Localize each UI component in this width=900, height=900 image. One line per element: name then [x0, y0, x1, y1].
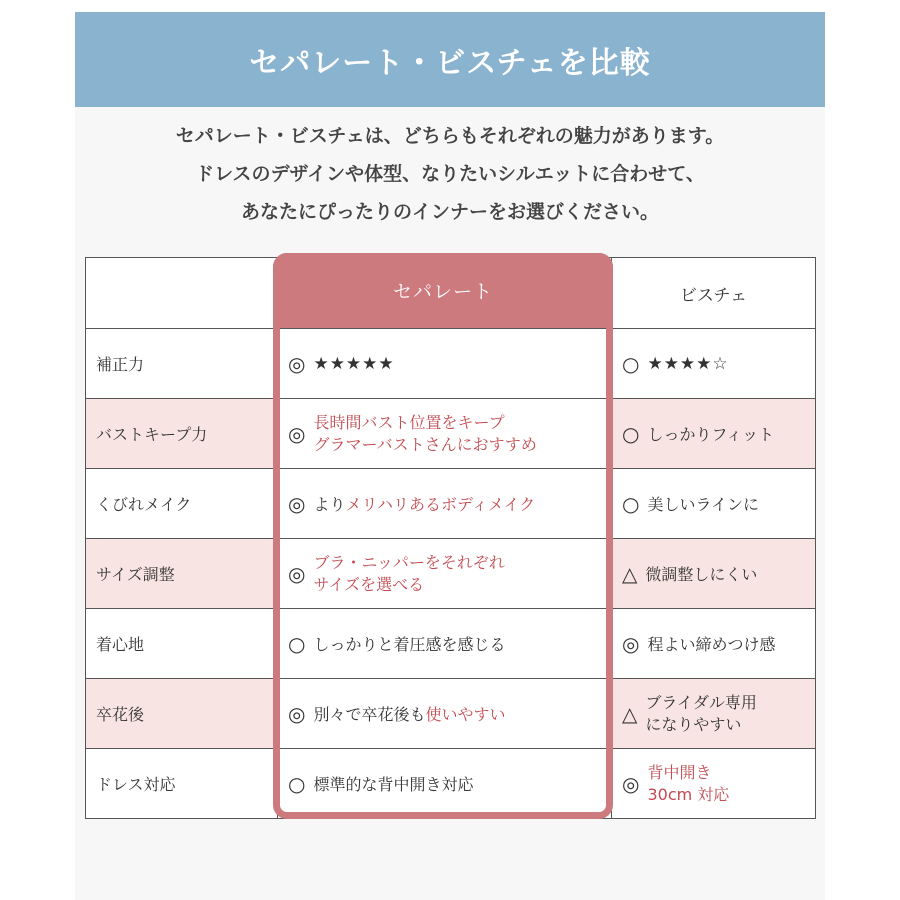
bustier-cell — [612, 609, 816, 679]
bustier-cell — [612, 539, 816, 609]
separate-cell — [278, 749, 612, 819]
double-circle-icon: ◎ — [288, 491, 306, 516]
rating-stars: ★★★★☆ — [647, 353, 729, 374]
table-row — [86, 539, 816, 609]
separate-cell — [278, 609, 612, 679]
cell-text: 長時間バスト位置をキープ — [313, 412, 505, 432]
bustier-cell — [612, 749, 816, 819]
row-label: サイズ調整 — [86, 539, 278, 609]
cell-text: 標準的な背中開き対応 — [313, 775, 474, 794]
comparison-table — [85, 257, 816, 819]
table-row — [86, 609, 816, 679]
cell-text: グラマーバストさんにおすすめ — [313, 434, 537, 454]
cell-text: しっかりと着圧感を感じる — [313, 635, 506, 654]
triangle-icon: △ — [622, 561, 638, 586]
circle-icon: ○ — [288, 771, 306, 796]
double-circle-icon: ◎ — [622, 631, 640, 656]
cell-text: しっかりフィット — [647, 425, 775, 444]
row-label: 補正力 — [86, 329, 278, 399]
cell-text: ブライダル専用 — [645, 692, 757, 712]
page-title: セパレート・ビスチェを比較 — [75, 12, 825, 107]
circle-icon: ○ — [622, 351, 640, 376]
double-circle-icon: ◎ — [288, 421, 306, 446]
bustier-cell — [612, 679, 816, 749]
intro-text — [75, 117, 825, 231]
cell-text-highlight: メリハリあるボディメイク — [345, 495, 536, 514]
row-label: 着心地 — [86, 609, 278, 679]
cell-text: 背中開き — [647, 762, 712, 782]
separate-column-header: セパレート — [273, 253, 613, 328]
intro-line: あなたにぴったりのインナーをお選びください。 — [240, 201, 659, 223]
cell-text: ブラ・ニッパーをそれぞれ — [313, 552, 505, 572]
cell-text: 美しいラインに — [647, 495, 759, 514]
row-label: バストキープ力 — [86, 399, 278, 469]
circle-icon: ○ — [288, 631, 306, 656]
header-empty-cell — [86, 258, 278, 329]
cell-text-highlight: 使いやすい — [425, 705, 506, 724]
bustier-cell — [612, 399, 816, 469]
cell-text: 微調整しにくい — [645, 565, 758, 584]
cell-text: 程よい締めつけ感 — [647, 635, 776, 654]
table-row — [86, 679, 816, 749]
triangle-icon: △ — [622, 701, 638, 726]
circle-icon: ○ — [622, 421, 640, 446]
cell-text-prefix: より — [313, 495, 346, 514]
bustier-cell — [612, 329, 816, 399]
double-circle-icon: ◎ — [622, 771, 640, 796]
cell-text: 30cm 対応 — [647, 784, 730, 804]
separate-cell — [278, 679, 612, 749]
row-label: くびれメイク — [86, 469, 278, 539]
cell-text: サイズを選べる — [313, 574, 425, 594]
cell-text-prefix: 別々で卒花後も — [313, 705, 426, 724]
rating-stars: ★★★★★ — [313, 353, 395, 374]
separate-cell — [278, 399, 612, 469]
separate-cell — [278, 329, 612, 399]
separate-cell — [278, 469, 612, 539]
double-circle-icon: ◎ — [288, 701, 306, 726]
cell-text: になりやすい — [645, 714, 742, 734]
intro-line: セパレート・ビスチェは、どちらもそれぞれの魅力があります。 — [175, 125, 725, 147]
bustier-cell — [612, 469, 816, 539]
double-circle-icon: ◎ — [288, 351, 306, 376]
row-label: ドレス対応 — [86, 749, 278, 819]
circle-icon: ○ — [622, 491, 640, 516]
row-label: 卒花後 — [86, 679, 278, 749]
table-row — [86, 329, 816, 399]
cell-text — [313, 702, 505, 725]
cell-text — [313, 492, 535, 515]
table-row — [86, 749, 816, 819]
intro-line: ドレスのデザインや体型、なりたいシルエットに合わせて、 — [195, 163, 705, 185]
table-row — [86, 469, 816, 539]
table-row — [86, 399, 816, 469]
header-bustier: ビスチェ — [612, 258, 816, 329]
separate-cell — [278, 539, 612, 609]
double-circle-icon: ◎ — [288, 561, 306, 586]
